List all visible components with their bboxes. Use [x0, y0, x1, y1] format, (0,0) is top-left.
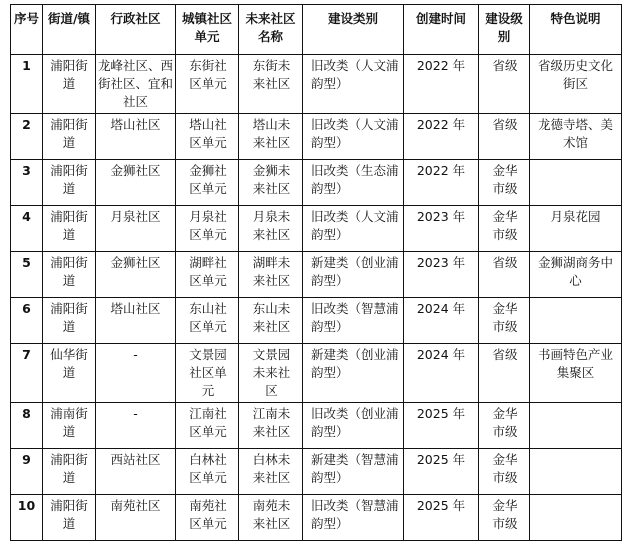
cell-admin-community: 南苑社区 [96, 495, 176, 541]
table-row [11, 344, 622, 403]
cell-town-unit: 湖畔社区单元 [176, 252, 239, 298]
cell-created: 2022 年 [404, 160, 479, 206]
cell-future-name: 东街未来社区 [239, 55, 303, 114]
cell-future-name: 文景园未来社区 [239, 344, 303, 403]
cell-category: 旧改类（人文浦韵型） [303, 206, 404, 252]
cell-street: 浦南街道 [43, 403, 96, 449]
cell-created: 2024 年 [404, 344, 479, 403]
cell-street: 浦阳街道 [43, 114, 96, 160]
cell-future-name: 金狮未来社区 [239, 160, 303, 206]
cell-street: 浦阳街道 [43, 160, 96, 206]
table-row [11, 206, 622, 252]
cell-feature: 书画特色产业集聚区 [530, 344, 622, 403]
cell-admin-community: 金狮社区 [96, 252, 176, 298]
cell-no: 5 [11, 252, 43, 298]
table-row [11, 298, 622, 344]
cell-created: 2023 年 [404, 206, 479, 252]
cell-category: 旧改类（智慧浦韵型） [303, 298, 404, 344]
cell-level: 省级 [479, 55, 530, 114]
cell-admin-community: 西站社区 [96, 449, 176, 495]
cell-feature: 龙德寺塔、美术馆 [530, 114, 622, 160]
cell-created: 2022 年 [404, 114, 479, 160]
table-row [11, 160, 622, 206]
cell-feature [530, 403, 622, 449]
cell-feature [530, 495, 622, 541]
cell-street: 浦阳街道 [43, 298, 96, 344]
table-row [11, 449, 622, 495]
table-header-row [11, 5, 622, 55]
cell-feature [530, 160, 622, 206]
cell-level: 金华市级 [479, 160, 530, 206]
cell-no: 1 [11, 55, 43, 114]
header-cell-future-name: 未来社区名称 [239, 5, 303, 55]
cell-category: 旧改类（人文浦韵型） [303, 114, 404, 160]
cell-no: 4 [11, 206, 43, 252]
cell-created: 2025 年 [404, 449, 479, 495]
cell-feature [530, 449, 622, 495]
cell-no: 9 [11, 449, 43, 495]
cell-future-name: 湖畔未来社区 [239, 252, 303, 298]
cell-level: 金华市级 [479, 206, 530, 252]
header-cell-created: 创建时间 [404, 5, 479, 55]
cell-town-unit: 金狮社区单元 [176, 160, 239, 206]
cell-created: 2025 年 [404, 495, 479, 541]
cell-no: 2 [11, 114, 43, 160]
cell-category: 新建类（创业浦韵型） [303, 252, 404, 298]
cell-future-name: 白林未来社区 [239, 449, 303, 495]
cell-street: 浦阳街道 [43, 55, 96, 114]
cell-future-name: 南苑未来社区 [239, 495, 303, 541]
cell-street: 浦阳街道 [43, 206, 96, 252]
cell-future-name: 东山未来社区 [239, 298, 303, 344]
cell-street: 浦阳街道 [43, 449, 96, 495]
cell-category: 旧改类（创业浦韵型） [303, 403, 404, 449]
cell-feature: 省级历史文化街区 [530, 55, 622, 114]
cell-town-unit: 江南社区单元 [176, 403, 239, 449]
cell-town-unit: 塔山社区单元 [176, 114, 239, 160]
cell-category: 旧改类（智慧浦韵型） [303, 495, 404, 541]
table-row [11, 114, 622, 160]
cell-category: 新建类（创业浦韵型） [303, 344, 404, 403]
cell-admin-community: 金狮社区 [96, 160, 176, 206]
cell-town-unit: 南苑社区单元 [176, 495, 239, 541]
cell-street: 仙华街道 [43, 344, 96, 403]
future-community-table [10, 4, 622, 541]
cell-future-name: 塔山未来社区 [239, 114, 303, 160]
cell-created: 2023 年 [404, 252, 479, 298]
header-cell-admin-community: 行政社区 [96, 5, 176, 55]
cell-created: 2025 年 [404, 403, 479, 449]
cell-no: 3 [11, 160, 43, 206]
cell-admin-community: - [96, 403, 176, 449]
cell-feature: 月泉花园 [530, 206, 622, 252]
cell-level: 省级 [479, 252, 530, 298]
header-cell-town-unit: 城镇社区单元 [176, 5, 239, 55]
cell-feature [530, 298, 622, 344]
cell-category: 新建类（智慧浦韵型） [303, 449, 404, 495]
cell-level: 省级 [479, 344, 530, 403]
cell-level: 金华市级 [479, 403, 530, 449]
cell-no: 8 [11, 403, 43, 449]
table-row [11, 495, 622, 541]
cell-level: 金华市级 [479, 449, 530, 495]
cell-town-unit: 文景园社区单元 [176, 344, 239, 403]
cell-admin-community: 龙峰社区、西街社区、宜和社区 [96, 55, 176, 114]
cell-street: 浦阳街道 [43, 495, 96, 541]
cell-admin-community: 塔山社区 [96, 114, 176, 160]
cell-town-unit: 东山社区单元 [176, 298, 239, 344]
future-community-table-wrapper [10, 4, 621, 541]
cell-no: 6 [11, 298, 43, 344]
cell-category: 旧改类（生态浦韵型） [303, 160, 404, 206]
cell-town-unit: 月泉社区单元 [176, 206, 239, 252]
cell-created: 2024 年 [404, 298, 479, 344]
header-cell-street: 街道/镇 [43, 5, 96, 55]
cell-feature: 金狮湖商务中心 [530, 252, 622, 298]
cell-admin-community: 月泉社区 [96, 206, 176, 252]
cell-no: 10 [11, 495, 43, 541]
cell-town-unit: 东街社区单元 [176, 55, 239, 114]
cell-level: 金华市级 [479, 298, 530, 344]
cell-future-name: 月泉未来社区 [239, 206, 303, 252]
cell-category: 旧改类（人文浦韵型） [303, 55, 404, 114]
cell-admin-community: 塔山社区 [96, 298, 176, 344]
cell-street: 浦阳街道 [43, 252, 96, 298]
header-cell-category: 建设类别 [303, 5, 404, 55]
header-cell-level: 建设级别 [479, 5, 530, 55]
table-row [11, 252, 622, 298]
cell-no: 7 [11, 344, 43, 403]
cell-future-name: 江南未来社区 [239, 403, 303, 449]
cell-level: 金华市级 [479, 495, 530, 541]
cell-created: 2022 年 [404, 55, 479, 114]
table-row [11, 55, 622, 114]
table-row [11, 403, 622, 449]
cell-admin-community: - [96, 344, 176, 403]
cell-town-unit: 白林社区单元 [176, 449, 239, 495]
cell-level: 省级 [479, 114, 530, 160]
header-cell-no: 序号 [11, 5, 43, 55]
header-cell-feature: 特色说明 [530, 5, 622, 55]
